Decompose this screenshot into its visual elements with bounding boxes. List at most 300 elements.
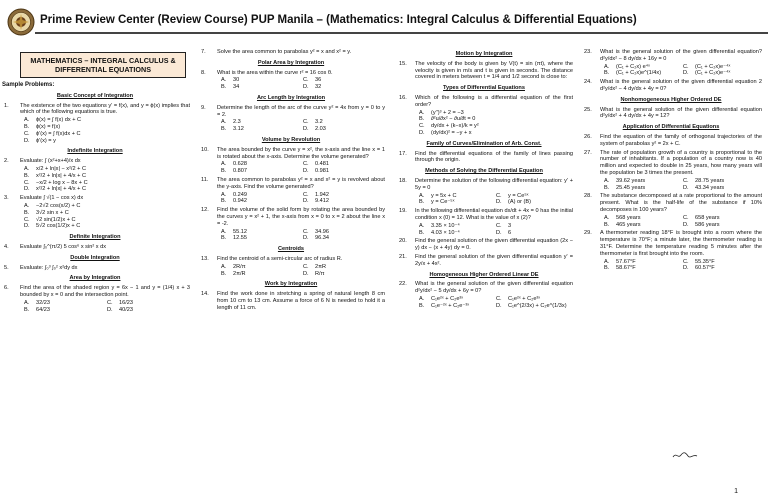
- choice-text: 4.03 × 10⁻⁴: [431, 229, 460, 236]
- choice-letter: A.: [604, 258, 610, 265]
- question-number: 25.: [584, 106, 592, 113]
- answer-choice: [604, 222, 683, 229]
- choice-letter: C.: [496, 295, 502, 302]
- choice-letter: C.: [303, 161, 309, 168]
- question-number: 5.: [4, 264, 9, 271]
- choice-letter: B.: [221, 126, 227, 133]
- choice-letter: B.: [24, 172, 30, 179]
- choice-letter: C.: [24, 179, 30, 186]
- answer-choice: [303, 264, 385, 271]
- answer-choice: [221, 168, 303, 175]
- choice-text: 6: [508, 229, 512, 236]
- choice-letter: C.: [303, 119, 309, 126]
- question-text: What is the general solution of the given differential equation 2 d²y/dx² − 4 dy/dx + 4y = 0?: [600, 79, 762, 92]
- choices: [24, 117, 190, 144]
- page-header: [0, 0, 768, 42]
- question-text: What is the general solution of the given differential equation d²y/dx² − 5 dy/dx + 6y = 0?: [415, 281, 573, 295]
- section-heading: Basic Concept of Integration: [56, 92, 134, 99]
- question-number: 10.: [201, 146, 209, 153]
- choice-text: C₁e^(2/3x) + C₂e^(1/3x): [508, 302, 567, 309]
- choices: [24, 300, 190, 314]
- section-heading: Definite Integration: [69, 234, 121, 241]
- answer-choice: [604, 185, 683, 192]
- question-3: [0, 195, 190, 202]
- choice-letter: C.: [303, 191, 309, 198]
- answer-choice: [496, 199, 573, 206]
- choices: [604, 259, 762, 273]
- section-heading: Methods of Solving the Differential Equation: [425, 168, 543, 175]
- question-number: 26.: [584, 133, 592, 140]
- choice-letter: C.: [683, 258, 689, 265]
- choice-letter: A.: [604, 214, 610, 221]
- question-text: Solve the area common to parabolas y² = x and x² = y.: [217, 49, 352, 55]
- choice-letter: D.: [496, 302, 502, 309]
- choice-text: 2π/R: [233, 270, 246, 277]
- choice-letter: B.: [604, 221, 610, 228]
- choice-text: 0.981: [315, 168, 329, 175]
- question-text: What is the area within the curve r² = 16 cos θ.: [217, 69, 333, 76]
- answer-choice: [303, 77, 385, 84]
- choice-text: ϕ'(x) = ∫ f(x)dx + C: [36, 130, 81, 137]
- answer-choice: [107, 307, 190, 314]
- answer-choice: [303, 192, 385, 199]
- answer-choice: [24, 300, 107, 307]
- choice-letter: D.: [303, 84, 309, 91]
- question-5: [0, 265, 190, 272]
- answer-choice: [24, 186, 190, 193]
- question-text: Find the differential equations of the family of lines passing through the origin.: [415, 150, 573, 164]
- choice-text: 64/23: [36, 306, 50, 313]
- section-heading: Work by Integration: [264, 281, 318, 288]
- choice-text: √2 sin(1/2)x + C: [36, 216, 76, 223]
- answer-choice: [221, 198, 303, 205]
- question-text: Evaluate: ∫ (x²+x+4)/x dx: [20, 158, 81, 165]
- question-9: [197, 105, 385, 119]
- choice-letter: B.: [604, 184, 610, 191]
- choice-letter: D.: [24, 186, 30, 193]
- answer-choice: [24, 307, 107, 314]
- answer-choice: [221, 235, 303, 242]
- answer-choice: [604, 70, 683, 77]
- answer-choice: [496, 193, 573, 200]
- answer-choice: [419, 296, 496, 303]
- question-25: [580, 107, 762, 121]
- document-title-box: MATHEMATICS – INTEGRAL CALCULUS & DIFFERENTIAL EQUATIONS: [20, 52, 186, 78]
- question-text: Evaluate: ∫₀³ ∫₀² x²dy dx: [20, 264, 78, 271]
- question-number: 9.: [201, 104, 206, 111]
- question-number: 23.: [584, 49, 592, 55]
- answer-choice: [221, 271, 303, 278]
- choice-letter: B.: [604, 265, 610, 272]
- choice-text: 39.62 years: [616, 177, 646, 184]
- choice-text: dy/dx + (k−x)/k = y²: [431, 123, 479, 130]
- choice-text: 568 years: [616, 214, 641, 221]
- question-12: [197, 207, 385, 227]
- choice-text: 32: [315, 84, 322, 91]
- choice-letter: B.: [221, 235, 227, 242]
- answer-choice: [303, 235, 385, 242]
- answer-choice: [303, 126, 385, 133]
- question-number: 7.: [201, 49, 206, 55]
- choice-text: 55.35°F: [695, 258, 715, 265]
- answer-choice: [419, 223, 496, 230]
- answer-choice: [303, 271, 385, 278]
- answer-choice: [24, 203, 190, 210]
- answer-choice: [604, 215, 683, 222]
- choice-letter: D.: [419, 129, 425, 136]
- answer-choice: [604, 64, 683, 71]
- question-number: 29.: [584, 230, 592, 237]
- answer-choice: [221, 119, 303, 126]
- choice-text: 3.12: [233, 126, 244, 133]
- answer-choice: [221, 161, 303, 168]
- choice-text: 58.67°F: [616, 265, 636, 272]
- question-number: 27.: [584, 149, 592, 156]
- choices: [419, 110, 573, 137]
- choice-letter: D.: [496, 199, 502, 206]
- choice-text: 2.03: [315, 126, 326, 133]
- answer-choice: [221, 84, 303, 91]
- choice-letter: A.: [221, 161, 227, 168]
- choice-letter: C.: [303, 263, 309, 270]
- answer-choice: [221, 126, 303, 133]
- section-heading: Double Integration: [70, 254, 120, 261]
- choice-letter: D.: [683, 221, 689, 228]
- answer-choice: [419, 116, 573, 123]
- answer-choice: [24, 117, 190, 124]
- choice-text: 0.481: [315, 161, 329, 168]
- choices: [24, 166, 190, 193]
- choices: [419, 193, 573, 207]
- choice-text: ϕ(x) = ∫ f(x) dx + C: [36, 117, 82, 124]
- question-number: 20.: [399, 238, 407, 245]
- choice-letter: D.: [683, 70, 689, 77]
- question-text: What is the general solution of the given differential equation d²y/dx² + 4 dy/dx + 4y = 12?: [600, 106, 762, 120]
- choices: [419, 223, 573, 237]
- answer-choice: [24, 166, 190, 173]
- question-number: 15.: [399, 60, 407, 67]
- header-divider: [35, 32, 768, 34]
- choice-letter: A.: [419, 192, 425, 199]
- choice-letter: C.: [303, 77, 309, 84]
- question-text: In the following differential equation dx/dt + 4x = 0 has the initial condition x (0) = 12. What is the value of x (2)?: [415, 208, 573, 221]
- question-number: 22.: [399, 281, 407, 288]
- question-number: 4.: [4, 243, 9, 250]
- answer-choice: [683, 215, 762, 222]
- choices: [221, 119, 385, 133]
- section-heading: Polar Area by Integration: [257, 59, 325, 66]
- choice-text: ϕ'(x) = y: [36, 137, 56, 144]
- choice-letter: B.: [419, 199, 425, 206]
- choice-text: 3√2 sin x + C: [36, 209, 69, 216]
- choice-text: −x/2 + log x − 8x + C: [36, 179, 88, 186]
- section-heading: Volume by Revolution: [261, 136, 321, 143]
- choice-text: 3: [508, 222, 512, 229]
- choice-letter: D.: [683, 265, 689, 272]
- question-26: [580, 134, 762, 148]
- choice-letter: B.: [24, 209, 30, 216]
- question-21: [395, 254, 573, 268]
- question-8: [197, 70, 385, 77]
- question-number: 8.: [201, 69, 206, 76]
- question-number: 6.: [4, 285, 9, 292]
- section-heading: Arc Length by Integration: [256, 94, 326, 101]
- question-10: [197, 147, 385, 161]
- choice-text: y = Ce⁻⁵ˣ: [431, 199, 455, 206]
- question-text: Which of the following is a differential equation of the first order?: [415, 94, 573, 108]
- choice-text: (C₁ + C₂x)e^(1/4x): [616, 70, 662, 77]
- choices: [604, 215, 762, 229]
- answer-choice: [496, 303, 573, 310]
- question-text: The rate of population growth of a country is proportional to the number of inhabitants. If a population of a country now is 40 million and expected to double in 25 years, how many years will the population be 3 times the present.: [600, 149, 762, 176]
- choice-text: 57.67°F: [616, 258, 636, 265]
- choice-text: 36: [315, 77, 322, 84]
- column-2: [197, 47, 385, 487]
- choice-text: 16/23: [119, 299, 133, 306]
- choice-letter: D.: [303, 235, 309, 242]
- choice-text: 1.942: [315, 191, 329, 198]
- answer-choice: [303, 161, 385, 168]
- choice-letter: D.: [107, 306, 113, 313]
- choice-text: 586 years: [695, 221, 720, 228]
- question-text: The area bounded by the curve y = x², the x-axis and the line x = 1 is rotated about the x-axis. Determine the volume generated?: [217, 146, 385, 160]
- choice-text: 2.3: [233, 119, 241, 126]
- question-15: [395, 61, 573, 81]
- question-text: Determine the solution of the following differential equation: y' + 5y = 0: [415, 177, 573, 191]
- choice-letter: B.: [221, 198, 227, 205]
- question-text: Determine the length of the arc of the curve y² = 4x from y = 0 to y = 2.: [217, 104, 385, 118]
- answer-choice: [24, 223, 190, 230]
- choice-text: x/2 + ln|x| − x²/2 + C: [36, 165, 87, 172]
- choices: [221, 264, 385, 278]
- choice-letter: B.: [221, 84, 227, 91]
- choice-letter: D.: [303, 168, 309, 175]
- question-number: 14.: [201, 291, 209, 298]
- choices: [604, 64, 762, 78]
- choice-letter: C.: [496, 222, 502, 229]
- question-text: The existence of the two equations y' = f(x), and y = ϕ(x) implies that which of the following equations is true.: [20, 102, 190, 116]
- answer-choice: [604, 265, 683, 272]
- choice-letter: C.: [24, 216, 30, 223]
- sample-problems-label: Sample Problems:: [2, 82, 55, 88]
- choice-text: 32/23: [36, 299, 50, 306]
- answer-choice: [107, 300, 190, 307]
- choice-text: 9.412: [315, 198, 329, 205]
- choice-text: 96.34: [315, 235, 329, 242]
- choice-text: 465 years: [616, 221, 641, 228]
- choice-text: ∂²u/∂x² − ∂u/∂t = 0: [431, 116, 476, 123]
- choice-text: 0.249: [233, 191, 247, 198]
- answer-choice: [604, 259, 683, 266]
- question-22: [395, 281, 573, 295]
- question-13: [197, 256, 385, 263]
- choice-letter: A.: [604, 63, 610, 70]
- choices: [604, 178, 762, 192]
- choice-text: 12.55: [233, 235, 247, 242]
- choice-letter: A.: [24, 165, 30, 172]
- choices: [419, 296, 573, 310]
- answer-choice: [683, 70, 762, 77]
- answer-choice: [24, 138, 190, 145]
- choice-text: y = Ce⁵ˣ: [508, 192, 529, 199]
- question-17: [395, 151, 573, 165]
- choice-letter: C.: [24, 130, 30, 137]
- question-text: Find the area of the shaded region y = 6x − 1 and y = (1/4) x + 3 bounded by x = 0 and the intersection point.: [20, 285, 190, 298]
- answer-choice: [303, 198, 385, 205]
- choice-letter: B.: [221, 270, 227, 277]
- choice-letter: D.: [496, 229, 502, 236]
- question-11: [197, 177, 385, 191]
- question-6: [0, 285, 190, 299]
- choice-letter: B.: [419, 302, 425, 309]
- section-heading: Indefinite Integration: [67, 148, 123, 155]
- choice-text: (C₁ + C₂x)e⁻⁴ˣ: [695, 63, 731, 70]
- choices: [221, 192, 385, 206]
- choices: [221, 229, 385, 243]
- choice-letter: D.: [303, 126, 309, 133]
- question-number: 18.: [399, 177, 407, 184]
- question-number: 21.: [399, 253, 407, 260]
- question-text: The velocity of the body is given by V(t) = sin (πt), where the velocity is given in m/s and t is given in seconds. The distance covered in meters between t = 1/4 and 1/2 second is close to:: [415, 60, 573, 81]
- question-number: 11.: [201, 176, 209, 183]
- choice-text: 60.57°F: [695, 265, 715, 272]
- choice-text: 55.12: [233, 228, 247, 235]
- answer-choice: [683, 265, 762, 272]
- choice-text: x²/2 + ln|x| + 4/x + C: [36, 172, 87, 179]
- choice-text: −2√2 cos(x/2) + C: [36, 202, 81, 209]
- question-2: [0, 158, 190, 165]
- choice-text: (dy/dx)² = −y + x: [431, 129, 472, 136]
- answer-choice: [604, 178, 683, 185]
- question-text: The area common to parabolas y² = x and x² = y is revolved about the y-axis. Find the volume generated?: [217, 176, 385, 190]
- question-number: 28.: [584, 193, 592, 200]
- section-heading: Application of Differential Equations: [622, 124, 720, 131]
- answer-choice: [24, 173, 190, 180]
- question-number: 1.: [4, 102, 9, 109]
- answer-choice: [496, 296, 573, 303]
- question-4: [0, 244, 190, 251]
- question-number: 12.: [201, 207, 209, 214]
- question-number: 3.: [4, 195, 9, 202]
- page-number: 1: [734, 488, 738, 495]
- choice-text: C₁e⁻²ˣ + C₂e⁻³ˣ: [431, 302, 470, 309]
- choice-letter: B.: [604, 70, 610, 77]
- answer-choice: [221, 77, 303, 84]
- choice-letter: D.: [683, 184, 689, 191]
- question-24: [580, 79, 762, 93]
- question-7: [197, 49, 385, 56]
- choice-letter: C.: [683, 63, 689, 70]
- choice-letter: C.: [419, 123, 425, 130]
- column-1: [0, 47, 190, 487]
- signature-scribble-icon: [672, 450, 698, 460]
- answer-choice: [496, 230, 573, 237]
- choice-text: 5√2 cos(1/2)x + C: [36, 223, 81, 230]
- choice-text: 2R/π: [233, 263, 246, 270]
- choice-letter: D.: [24, 137, 30, 144]
- question-number: 19.: [399, 208, 407, 215]
- column-4: [580, 47, 762, 487]
- question-text: Find the work done in stretching a spring of natural length 8 cm from 10 cm to 13 cm. Assume a force of 6 N is needed to hold it a length of 11 cm.: [217, 291, 385, 311]
- choice-letter: A.: [221, 228, 227, 235]
- section-heading: Centroids: [277, 246, 305, 253]
- question-16: [395, 95, 573, 109]
- answer-choice: [303, 229, 385, 236]
- choice-letter: A.: [221, 77, 227, 84]
- choice-letter: C.: [107, 299, 113, 306]
- choice-text: 34.96: [315, 228, 329, 235]
- answer-choice: [221, 192, 303, 199]
- answer-choice: [303, 168, 385, 175]
- choices: [221, 161, 385, 175]
- choice-letter: A.: [221, 263, 227, 270]
- section-heading: Types of Differential Equations: [443, 85, 525, 92]
- answer-choice: [303, 119, 385, 126]
- choice-letter: B.: [24, 306, 30, 313]
- choice-text: 34: [233, 84, 240, 91]
- answer-choice: [496, 223, 573, 230]
- answer-choice: [419, 303, 496, 310]
- question-18: [395, 178, 573, 192]
- choice-letter: C.: [303, 228, 309, 235]
- choice-letter: D.: [303, 198, 309, 205]
- choice-letter: A.: [24, 299, 30, 306]
- section-heading: Homogeneous Higher Ordered Linear DE: [429, 271, 539, 278]
- question-number: 2.: [4, 158, 9, 165]
- answer-choice: [683, 185, 762, 192]
- choice-letter: A.: [419, 222, 425, 229]
- answer-choice: [419, 123, 573, 130]
- choice-letter: A.: [604, 177, 610, 184]
- question-text: The substance decomposed at a rate proportional to the amount present. What is the half-life of the substance if 10% decomposes in 100 years?: [600, 193, 762, 213]
- page-header-title: Prime Review Center (Review Course) PUP Manila – (Mathematics: Integral Calculus & Differential Equations): [40, 14, 637, 26]
- choice-text: 3.35 × 10⁻⁴: [431, 222, 460, 229]
- choice-text: 28.75 years: [695, 177, 725, 184]
- question-number: 17.: [399, 150, 407, 157]
- choice-letter: B.: [221, 168, 227, 175]
- answer-choice: [221, 264, 303, 271]
- choice-text: R/π: [315, 270, 325, 277]
- answer-choice: [24, 124, 190, 131]
- answer-choice: [24, 180, 190, 187]
- choice-letter: D.: [303, 270, 309, 277]
- question-text: Evaluate ∫₀^(π/2) 5 cos⁶ x sin² x dx: [20, 243, 107, 250]
- section-heading: Family of Curves/Elimination of Arb. Const.: [426, 140, 542, 147]
- choice-text: ϕ(x) = f(x): [36, 123, 61, 130]
- question-number: 16.: [399, 94, 407, 101]
- choice-letter: C.: [683, 214, 689, 221]
- choice-text: (A) or (B): [508, 199, 531, 206]
- choice-text: 40/23: [119, 306, 133, 313]
- answer-choice: [683, 178, 762, 185]
- question-text: Find the centroid of a semi-circular arc of radius R.: [217, 255, 343, 262]
- answer-choice: [303, 84, 385, 91]
- choice-letter: A.: [221, 119, 227, 126]
- choice-text: x²/2 + ln|x| + 4/x + C: [36, 186, 87, 193]
- section-heading: Motion by Integration: [455, 51, 513, 57]
- question-14: [197, 291, 385, 311]
- choice-text: 2πR: [315, 263, 327, 270]
- question-text: Find the volume of the solid form by rotating the area bounded by the curves y = x² + 1, the x-axis from x = 0 to x = 2 about the line x = -2.: [217, 207, 385, 227]
- question-text: A thermometer reading 18°F is brought into a room where the temperature is 70°F; a minute later, the thermometer reading is 31°F. Determine the temperature reading 5 minutes after the thermometer is first brought into the room.: [600, 230, 762, 257]
- question-28: [580, 193, 762, 213]
- question-text: Find the general solution of the given differential equation y' = 2y/x + 4x².: [415, 253, 573, 267]
- choice-letter: A.: [221, 191, 227, 198]
- answer-choice: [419, 199, 496, 206]
- choice-letter: A.: [419, 295, 425, 302]
- choice-text: 3.2: [315, 119, 323, 126]
- choice-text: 0.628: [233, 161, 247, 168]
